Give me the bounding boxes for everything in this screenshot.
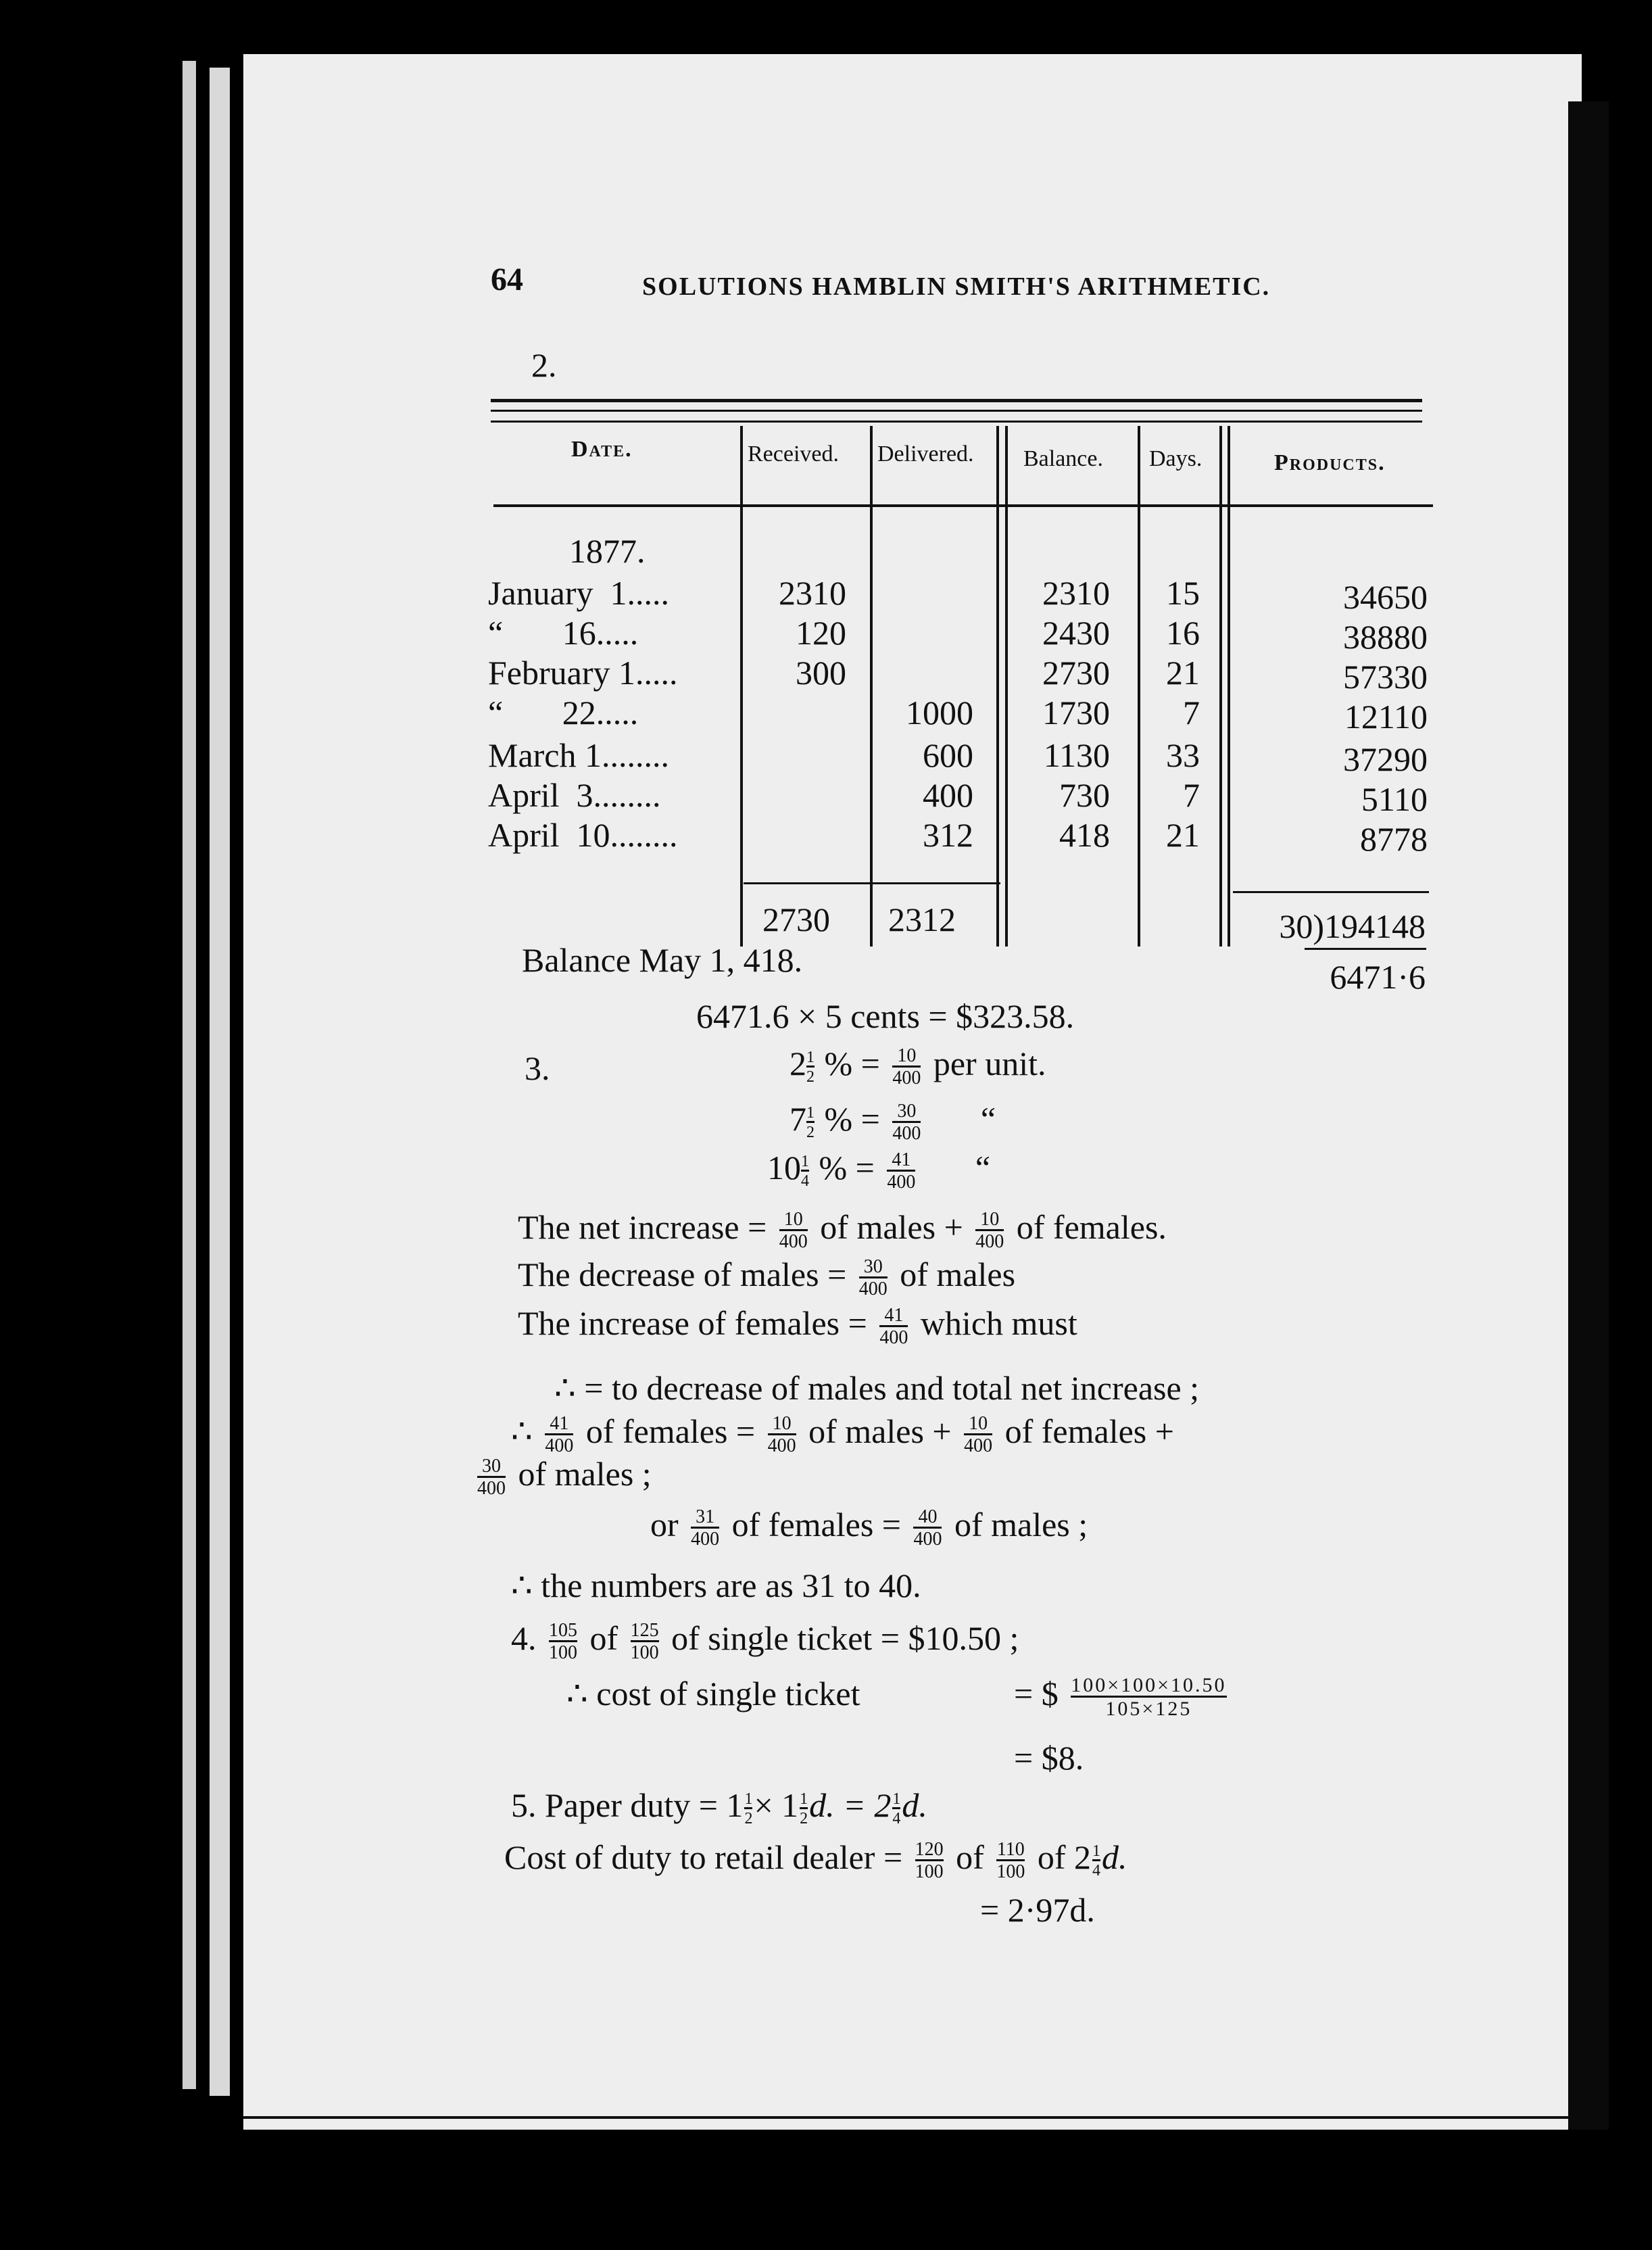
table-top-rule <box>491 421 1422 423</box>
table-cell-delivered: 600 <box>923 736 973 774</box>
table-year: 1877. <box>569 532 646 570</box>
cost-result: = $8. <box>1014 1739 1084 1777</box>
column-rule <box>1005 426 1008 947</box>
table-cell-date: “ 22..... <box>488 694 639 732</box>
rate-line: 10 $\frac{1}{4}$ % = $\frac{41}{400}$ “ <box>767 1149 991 1193</box>
decrease-line: The decrease of males = $\frac{30}{400}$ of males <box>518 1255 1016 1300</box>
fraction: $\frac{41}{400}$ <box>887 1149 916 1193</box>
net-increase-line: The net increase = $\frac{10}{400}$ of males + $\frac{10}{400}$ of females. <box>518 1208 1167 1253</box>
duty-cost-line: Cost of duty to retail dealer = $\frac{120}{100}$ of $\frac{110}{100}$ of 2 $\frac{1}{4}$ d. <box>504 1838 1127 1883</box>
column-header-balance: Balance. <box>1023 446 1103 471</box>
table-cell-product: 57330 <box>1343 658 1428 696</box>
column-rule <box>740 426 743 947</box>
table-cell-product: 34650 <box>1343 578 1428 616</box>
table-cell-date: “ 16..... <box>488 614 639 652</box>
column-rule <box>1228 426 1230 947</box>
conclusion-line: ∴ the numbers are as 31 to 40. <box>511 1566 921 1604</box>
table-top-rule <box>491 399 1422 402</box>
fraction: $\frac{10}{400}$ <box>892 1045 921 1089</box>
column-rule <box>1138 426 1140 947</box>
table-cell-received: 2310 <box>779 574 846 612</box>
table-cell-date: April 10........ <box>488 816 678 854</box>
sum-rule <box>1233 891 1429 893</box>
table-cell-balance: 2730 <box>1042 654 1110 692</box>
book-spine <box>1568 101 1609 2130</box>
problem-number: 3. <box>525 1049 550 1087</box>
page-edge <box>183 61 196 2089</box>
page-number: 64 <box>491 262 523 297</box>
fraction: $\frac{1}{4}$ <box>801 1153 809 1191</box>
table-cell-date: April 3........ <box>488 776 661 814</box>
table-cell-balance: 730 <box>1059 776 1110 814</box>
table-cell-balance: 418 <box>1059 816 1110 854</box>
table-cell-balance: 2430 <box>1042 614 1110 652</box>
column-rule <box>870 426 873 947</box>
table-cell-days: 15 <box>1166 574 1200 612</box>
rate-line: 2 $\frac{1}{2}$ % = $\frac{10}{400}$ per unit. <box>789 1045 1046 1089</box>
cost-label: ∴ cost of single ticket <box>566 1675 860 1713</box>
cost-expression: = $ $\frac{100\times 100\times 10.50}{105\times 125}$ <box>1014 1674 1227 1720</box>
column-header-received: Received. <box>748 441 839 466</box>
therefore-line: ∴ = to decrease of males and total net increase ; <box>554 1369 1200 1407</box>
product-quotient: 6471·6 <box>1330 958 1426 996</box>
table-cell-days: 16 <box>1166 614 1200 652</box>
table-cell-product: 37290 <box>1343 740 1428 778</box>
table-cell-delivered: 400 <box>923 776 973 814</box>
table-cell-balance: 2310 <box>1042 574 1110 612</box>
or-line: or $\frac{31}{400}$ of females = $\frac{40}{400}$ of males ; <box>650 1506 1088 1550</box>
total-received: 2730 <box>762 901 830 938</box>
table-cell-date: January 1..... <box>488 574 669 612</box>
balance-line: Balance May 1, 418. <box>522 941 803 979</box>
fraction: $\frac{1}{2}$ <box>806 1104 815 1142</box>
table-cell-days: 7 <box>1183 694 1200 732</box>
table-cell-days: 7 <box>1183 776 1200 814</box>
table-cell-date: February 1..... <box>488 654 678 692</box>
table-cell-received: 300 <box>796 654 846 692</box>
table-cell-delivered: 1000 <box>906 694 973 732</box>
column-rule <box>1219 426 1222 947</box>
fraction: $\frac{1}{2}$ <box>806 1049 815 1086</box>
duty-result: = 2·97d. <box>980 1891 1095 1929</box>
problem4-line: 4. $\frac{105}{100}$ of $\frac{125}{100}$ of single ticket = $10.50 ; <box>511 1619 1019 1664</box>
table-cell-balance: 1130 <box>1043 736 1110 774</box>
total-delivered: 2312 <box>888 901 956 938</box>
table-cell-received: 120 <box>796 614 846 652</box>
table-cell-balance: 1730 <box>1042 694 1110 732</box>
table-cell-days: 33 <box>1166 736 1200 774</box>
table-cell-days: 21 <box>1166 816 1200 854</box>
product-division: 30)194148 <box>1279 907 1426 945</box>
therefore-line: ∴ $\frac{41}{400}$ of females = $\frac{10}{400}$ of males + $\frac{10}{400}$ of females + <box>511 1412 1174 1457</box>
continuation-line: $\frac{30}{400}$ of males ; <box>477 1455 652 1500</box>
table-cell-product: 8778 <box>1360 820 1428 858</box>
fraction: $\frac{30}{400}$ <box>892 1101 921 1145</box>
rate-line: 7 $\frac{1}{2}$ % = $\frac{30}{400}$ “ <box>789 1100 996 1145</box>
problem5-line: 5. Paper duty = 1 $\frac{1}{2}$ × 1 $\frac{1}{2}$ d. = 2 $\frac{1}{4}$ d. <box>511 1786 927 1828</box>
column-header-date: Date. <box>571 437 633 462</box>
column-header-delivered: Delivered. <box>877 441 974 466</box>
header-rule <box>493 504 1433 507</box>
table-cell-days: 21 <box>1166 654 1200 692</box>
cost-line: 6471.6 × 5 cents = $323.58. <box>696 997 1075 1035</box>
table-cell-product: 12110 <box>1344 698 1428 736</box>
column-header-products: Products. <box>1274 450 1386 475</box>
problem-number: 2. <box>531 346 557 384</box>
sum-rule <box>744 882 1000 884</box>
column-rule <box>996 426 999 947</box>
increase-line: The increase of females = $\frac{41}{400}$ which must <box>518 1304 1077 1349</box>
table-cell-product: 5110 <box>1361 780 1428 818</box>
table-top-rule <box>491 410 1422 412</box>
page-bottom-edge <box>243 2116 1568 2119</box>
table-cell-date: March 1........ <box>488 736 669 774</box>
table-cell-delivered: 312 <box>923 816 973 854</box>
table-cell-product: 38880 <box>1343 618 1428 656</box>
page-edge <box>210 68 230 2096</box>
division-rule <box>1305 948 1426 950</box>
running-title: SOLUTIONS HAMBLIN SMITH'S ARITHMETIC. <box>642 272 1271 301</box>
column-header-days: Days. <box>1149 446 1202 471</box>
